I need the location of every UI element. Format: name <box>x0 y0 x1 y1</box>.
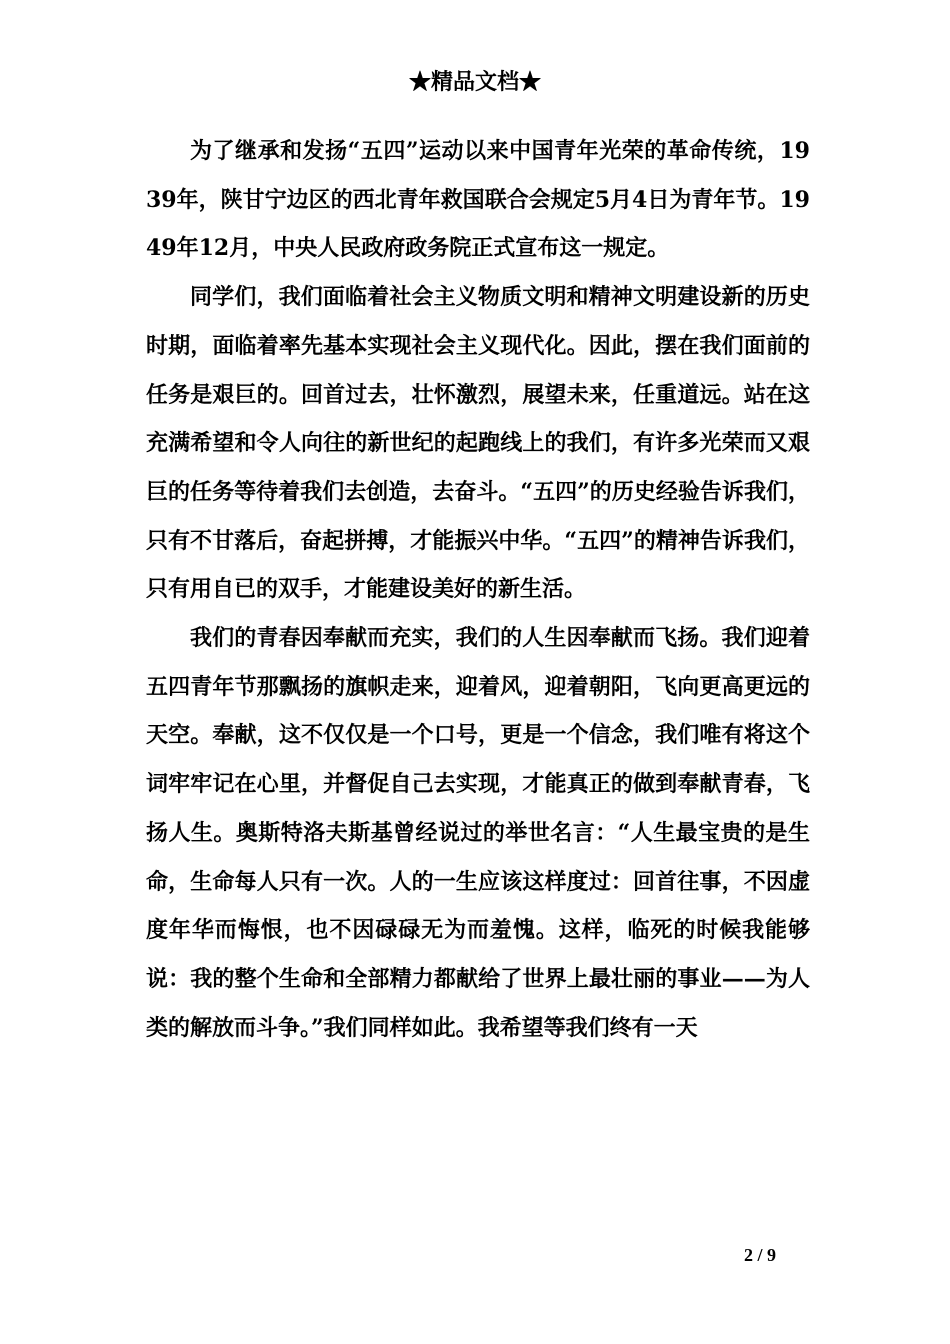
paragraph-dedication: 我们的青春因奉献而充实，我们的人生因奉献而飞扬。我们迎着五四青年节那飘扬的旗帜走来，迎着风，迎着朝阳，飞向更高更远的天空。奉献，这不仅仅是一个口号，更是一个信念，我们唯有将这个词牢牢记在心里，并督促自己去实现，才能真正的做到奉献青春，飞扬人生。奥斯特洛夫斯基曾经说过的举世名言：“人生最宝贵的是生命，生命每人只有一次。人的一生应该这样度过：回首往事，不因虚度年华而悔恨，也不因碌碌无为而羞愧。这样，临死的时候我能够说：我的整个生命和全部精力都献给了世界上最壮丽的事业——为人类的解放而斗争。”我们同样如此。我希望等我们终有一天 <box>146 625 810 1041</box>
paragraph-youth-day-origin: 为了继承和发扬“五四”运动以来中国青年光荣的革命传统，1939年，陕甘宁边区的西北青年救国联合会规定5月4日为青年节。1949年12月，中央人民政府政务院正式宣布这一规定。 <box>146 138 810 262</box>
paragraph-historical-task: 同学们，我们面临着社会主义物质文明和精神文明建设新的历史时期，面临着率先基本实现社会主义现代化。因此，摆在我们面前的任务是艰巨的。回首过去，壮怀激烈，展望未来，任重道远。站在这充满希望和令人向往的新世纪的起跑线上的我们，有许多光荣而又艰巨的任务等待着我们去创造，去奋斗。“五四”的历史经验告诉我们，只有不甘落后，奋起拼搏，才能振兴中华。“五四”的精神告诉我们，只有用自已的双手，才能建设美好的新生活。 <box>146 284 810 603</box>
page-number: 2 / 9 <box>744 1245 777 1265</box>
document-body <box>146 127 810 1052</box>
page-header-title: ★精品文档★ <box>408 69 541 95</box>
